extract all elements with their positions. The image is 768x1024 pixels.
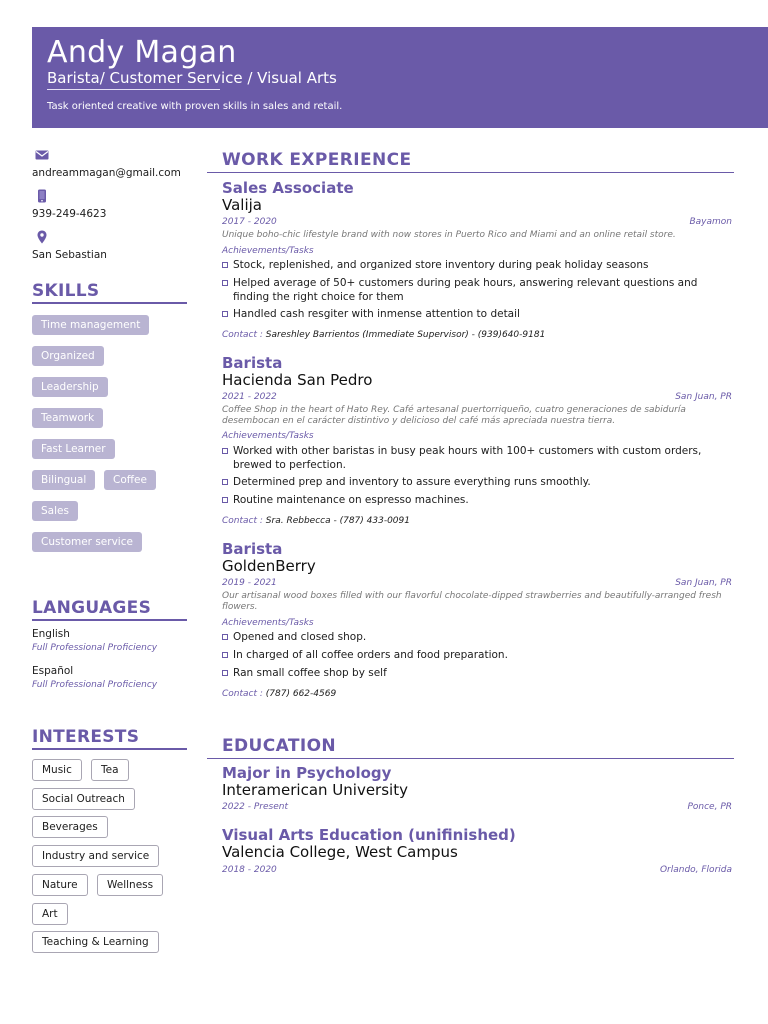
job-title: Sales Associate	[222, 179, 354, 197]
education-degree: Major in Psychology	[222, 764, 392, 782]
job-contact: Contact : Sareshley Barrientos (Immediate Supervisor) - (939)640-9181	[222, 330, 546, 340]
map-pin-icon	[35, 230, 49, 244]
job-contact: Contact : (787) 662-4569	[222, 689, 337, 699]
candidate-summary: Task oriented creative with proven skills in sales and retail.	[47, 101, 343, 112]
bullet-square-icon	[222, 280, 228, 286]
skill-chip: Bilingual	[32, 470, 95, 490]
job-description: Our artisanal wood boxes filled with our flavorful chocolate-dipped strawberries and beautifully-arranged fresh flowers.	[222, 591, 722, 612]
education-location: Orlando, Florida	[659, 865, 732, 875]
education-dates: 2022 - Present	[222, 802, 288, 812]
achievement-bullet: Routine maintenance on espresso machines.	[222, 493, 734, 507]
language-name: English	[32, 628, 70, 640]
bullet-square-icon	[222, 497, 228, 503]
bullet-square-icon	[222, 448, 228, 454]
skill-chip: Time management	[32, 315, 149, 335]
job-dates: 2021 - 2022	[222, 392, 277, 402]
skill-chip: Coffee	[104, 470, 156, 490]
bullet-square-icon	[222, 670, 228, 676]
education-dates: 2018 - 2020	[222, 865, 277, 875]
bullet-square-icon	[222, 262, 228, 268]
interest-chip: Art	[32, 903, 68, 925]
job-company: Valija	[222, 196, 262, 214]
skill-chip: Organized	[32, 346, 104, 366]
interest-chip: Music	[32, 759, 82, 781]
achievement-bullet: Worked with other baristas in busy peak hours with 100+ customers with custom orders, brewed to perfection.	[222, 444, 734, 472]
achievements-label: Achievements/Tasks	[222, 618, 314, 628]
interest-chip: Wellness	[97, 874, 163, 896]
achievement-bullet: Helped average of 50+ customers during peak hours, answering relevant questions and finding the right choice for them	[222, 276, 734, 304]
achievement-bullet: Ran small coffee shop by self	[222, 666, 734, 680]
bullet-square-icon	[222, 652, 228, 658]
phone-text[interactable]: 939-249-4623	[32, 208, 107, 220]
skill-chip: Fast Learner	[32, 439, 115, 459]
skill-chip: Sales	[32, 501, 78, 521]
language-name: Español	[32, 665, 74, 677]
job-contact: Contact : Sra. Rebbecca - (787) 433-0091	[222, 516, 410, 526]
achievement-bullet: Stock, replenished, and organized store inventory during peak holiday seasons	[222, 258, 734, 272]
job-location: San Juan, PR	[675, 392, 732, 402]
candidate-title: Barista/ Customer Service / Visual Arts	[47, 69, 337, 87]
languages-heading: LANGUAGES	[32, 598, 187, 621]
job-description: Coffee Shop in the heart of Hato Rey. Café artesanal puertorriqueño, cuatro generaciones de sabiduría desembocan en el carácter distintivo y delicioso del café más apreciada nuestra tierra.	[222, 405, 686, 426]
skill-chip: Teamwork	[32, 408, 103, 428]
job-dates: 2017 - 2020	[222, 217, 277, 227]
interest-chip: Tea	[91, 759, 129, 781]
interest-chip: Social Outreach	[32, 788, 135, 810]
job-location: San Juan, PR	[675, 578, 732, 588]
skill-chip: Customer service	[32, 532, 142, 552]
job-dates: 2019 - 2021	[222, 578, 277, 588]
job-location: Bayamon	[689, 217, 732, 227]
achievements-label: Achievements/Tasks	[222, 431, 314, 441]
achievements-label: Achievements/Tasks	[222, 246, 314, 256]
email-text[interactable]: andreammagan@gmail.com	[32, 167, 181, 179]
education-location: Ponce, PR	[687, 802, 732, 812]
education-heading: EDUCATION	[222, 736, 337, 756]
achievement-bullet: Handled cash resgiter with inmense attention to detail	[222, 307, 734, 321]
location-text: San Sebastian	[32, 249, 107, 261]
education-school: Interamerican University	[222, 781, 408, 799]
job-company: GoldenBerry	[222, 557, 316, 575]
bullet-square-icon	[222, 311, 228, 317]
achievement-bullet: Determined prep and inventory to assure everything runs smoothly.	[222, 475, 734, 489]
candidate-name: Andy Magan	[47, 35, 237, 70]
skills-heading: SKILLS	[32, 281, 187, 304]
interests-heading: INTERESTS	[32, 727, 187, 750]
interest-chip: Teaching & Learning	[32, 931, 159, 953]
interest-chip: Nature	[32, 874, 88, 896]
education-school: Valencia College, West Campus	[222, 843, 458, 861]
interest-chip: Industry and service	[32, 845, 159, 867]
education-degree: Visual Arts Education (unifinished)	[222, 826, 516, 844]
section-rule	[207, 172, 734, 173]
work-experience-heading: WORK EXPERIENCE	[222, 150, 412, 170]
title-underline	[47, 89, 220, 90]
bullet-square-icon	[222, 479, 228, 485]
job-company: Hacienda San Pedro	[222, 371, 373, 389]
job-description: Unique boho-chic lifestyle brand with now stores in Puerto Rico and Miami and an online retail store.	[222, 230, 676, 240]
job-title: Barista	[222, 354, 283, 372]
bullet-square-icon	[222, 634, 228, 640]
envelope-icon	[35, 148, 49, 162]
job-title: Barista	[222, 540, 283, 558]
skill-chip: Leadership	[32, 377, 108, 397]
language-level: Full Professional Proficiency	[32, 680, 158, 690]
language-level: Full Professional Proficiency	[32, 643, 158, 653]
achievement-bullet: Opened and closed shop.	[222, 630, 734, 644]
achievement-bullet: In charged of all coffee orders and food preparation.	[222, 648, 734, 662]
phone-icon	[35, 189, 49, 203]
section-rule	[207, 758, 734, 759]
resume-header	[32, 27, 768, 128]
interest-chip: Beverages	[32, 816, 108, 838]
